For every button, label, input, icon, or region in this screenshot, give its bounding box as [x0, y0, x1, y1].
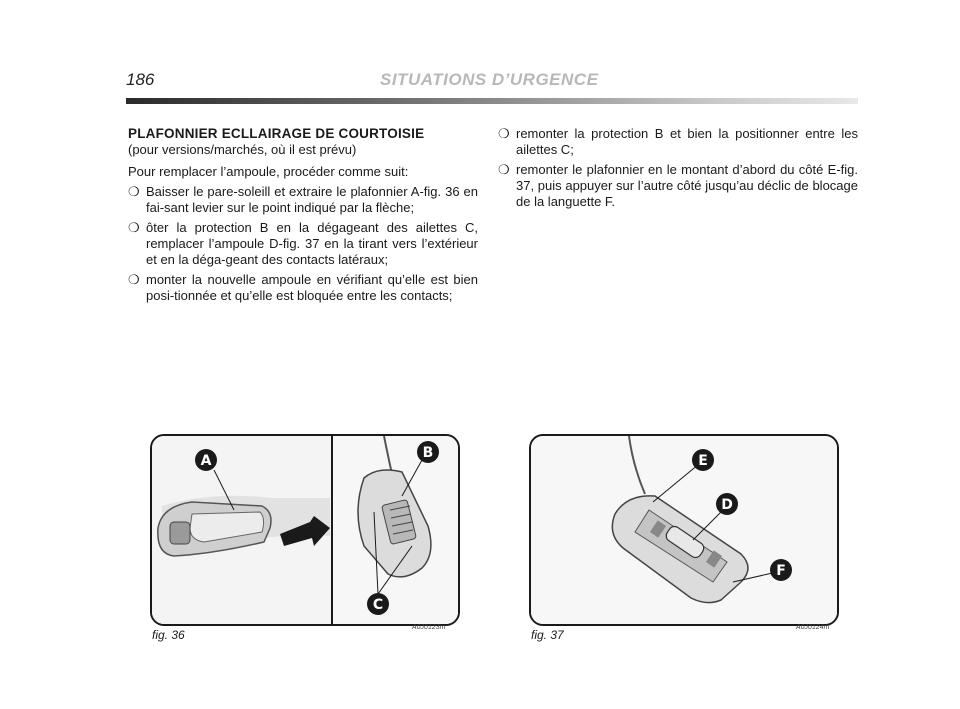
switch-icon [170, 522, 190, 544]
step-text: remonter le plafonnier en le montant d’abord du côté E-fig. 37, puis appuyer sur l’autre côté jusqu’au déclic de blocage de la languette F. [516, 162, 858, 209]
right-column [498, 126, 858, 214]
label-a: A [200, 453, 212, 469]
label-b: B [422, 445, 434, 461]
step-list-right [498, 126, 858, 210]
intro-text: Pour remplacer l’ampoule, procéder comme suit: [128, 164, 409, 179]
figure-37-drawing [531, 436, 837, 624]
figure-37-caption: fig. 37 [531, 628, 564, 642]
left-column [128, 126, 478, 308]
step-text: ôter la protection B en la dégageant des ailettes C, remplacer l’ampoule D-fig. 37 en la tirant vers l’extérieur et en la déga-geant des contacts latéraux; [146, 220, 478, 267]
section-heading: PLAFONNIER ECLLAIRAGE DE COURTOISIE [128, 126, 425, 141]
label-f: F [776, 563, 786, 579]
figure-37-code: A0J0124m [796, 624, 830, 631]
figure-36-drawing [152, 436, 458, 624]
bullet-icon: ❍ [498, 126, 510, 141]
step-list-left [128, 184, 478, 304]
step-item [498, 162, 858, 210]
label-d: D [721, 497, 733, 513]
figure-36-code: A0J0123m [412, 624, 446, 631]
step-item [128, 220, 478, 268]
bullet-icon: ❍ [498, 162, 510, 177]
step-text: Baisser le pare-soleill et extraire le plafonnier A-fig. 36 en fai-sant levier sur le point indiqué par la flèche; [146, 184, 478, 215]
figure-36-illustration [150, 434, 460, 626]
label-c: C [372, 597, 384, 613]
step-item [498, 126, 858, 158]
step-text: monter la nouvelle ampoule en vérifiant qu’elle est bien posi-tionnée et qu’elle est bloquée entre les contacts; [146, 272, 478, 303]
bullet-icon: ❍ [128, 220, 140, 235]
page-number: 186 [126, 70, 155, 89]
bullet-icon: ❍ [128, 272, 140, 287]
section-subheading: (pour versions/marchés, où il est prévu) [128, 142, 357, 157]
figure-37-illustration [529, 434, 839, 626]
step-item [128, 272, 478, 304]
step-item [128, 184, 478, 216]
bullet-icon: ❍ [128, 184, 140, 199]
header-rule [126, 98, 858, 104]
step-text: remonter la protection B et bien la positionner entre les ailettes C; [516, 126, 858, 157]
section-title: SITUATIONS D’URGENCE [380, 70, 599, 89]
figure-36-caption: fig. 36 [152, 628, 185, 642]
label-e: E [698, 453, 708, 469]
